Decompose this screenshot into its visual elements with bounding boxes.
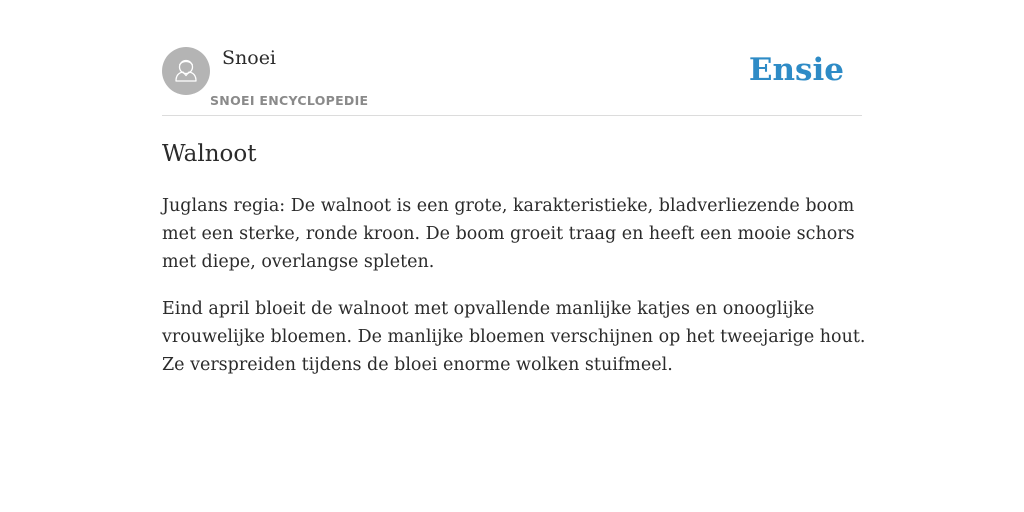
author-name[interactable]: Snoei [222,47,277,69]
article-paragraph-1: Juglans regia: De walnoot is een grote, karakteristieke, bladverliezende boom met een sterke, ronde kroon. De boom groeit traag en heeft een mooie schors met diepe, overlangse spleten. [162,196,855,272]
article-title: Walnoot [162,141,257,167]
avatar[interactable] [162,47,210,95]
author-subtitle: SNOEI ENCYCLOPEDIE [210,93,369,108]
user-icon [162,47,210,95]
brand-logo[interactable]: Ensie [748,52,844,88]
article-header [162,46,862,116]
article-paragraph-2: Eind april bloeit de walnoot met opvallende manlijke katjes en onooglijke vrouwelijke bloemen. De manlijke bloemen verschijnen op het tweejarige hout. Ze verspreiden tijdens de bloei enorme wolken stuifmeel. [162,299,866,375]
